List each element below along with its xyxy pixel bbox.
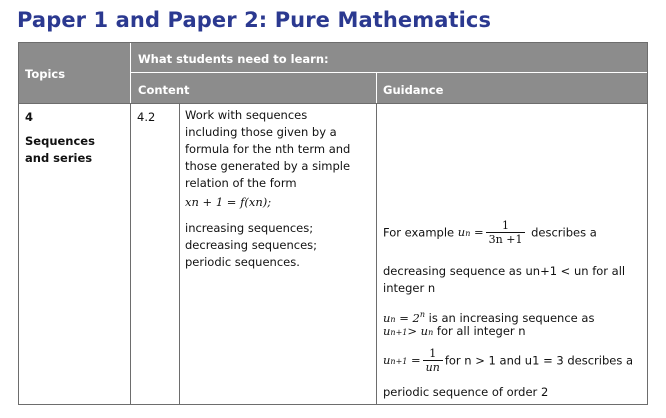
u-n-symbol: un = [457, 224, 484, 239]
header-divider [376, 73, 377, 103]
page-title: Paper 1 and Paper 2: Pure Mathematics [17, 8, 492, 32]
guidance-example-2-line2: un+1> un for all integer n [383, 324, 526, 338]
content-list-item: increasing sequences; [185, 221, 314, 235]
content-header: Content [131, 73, 376, 103]
formula-un-2n: un = $2^n$ [383, 310, 425, 325]
content-line: including those given by a [185, 125, 337, 139]
topics-header: Topics [19, 43, 130, 103]
fraction: $\frac{1}{un}$ [423, 347, 443, 374]
specification-table [18, 42, 648, 405]
guidance-header: Guidance [377, 73, 647, 103]
guidance-example-1-line2: decreasing sequence as un+1 < un for all [383, 264, 626, 278]
content-line: Work with sequences [185, 108, 308, 122]
content-list-item: periodic sequences. [185, 255, 300, 269]
guidance-example-1-line3: integer n [383, 281, 436, 295]
guidance-example-3-line2: periodic sequence of order 2 [383, 385, 549, 399]
content-recurrence: xn + 1 = f(xn); [185, 195, 272, 209]
header-bottom-line [19, 103, 647, 104]
content-list-item: decreasing sequences; [185, 238, 318, 252]
content-line: those generated by a simple [185, 159, 351, 173]
guidance-example-2: un = $2^n$ is an increasing sequence as [383, 310, 595, 325]
fraction: $\frac{1}{3n +1}$ [486, 219, 526, 246]
content-line: relation of the form [185, 176, 297, 190]
formula-un1: un+1 = [383, 352, 421, 367]
content-ref: 4.2 [137, 110, 156, 124]
header-divider [130, 43, 131, 103]
topic-number: 4 [25, 110, 34, 124]
formula-un1-gt-un: un+1> un [383, 324, 434, 338]
guidance-example-3: un+1 = $\frac{1}{un}$ for n > 1 and u1 = 3 describes a [383, 347, 634, 374]
column-divider [179, 103, 180, 404]
content-line: formula for the nth term and [185, 142, 351, 156]
guidance-example-1: For example un = $\frac{1}{3n +1}$ describes a [383, 219, 597, 246]
what-students-header: What students need to learn: [131, 43, 647, 72]
column-divider [130, 103, 131, 404]
column-divider [376, 103, 377, 404]
topic-name-line2: and series [25, 151, 93, 165]
topic-name-line1: Sequences [25, 134, 95, 148]
header-divider [131, 72, 647, 73]
